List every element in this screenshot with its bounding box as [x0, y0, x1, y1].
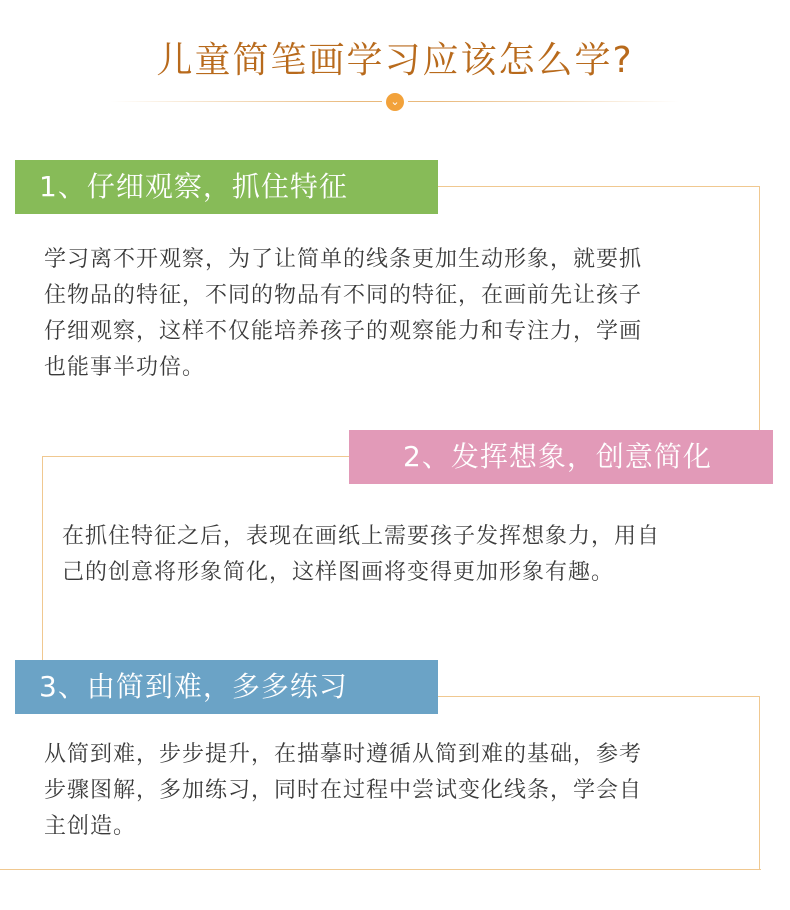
title-divider-right	[408, 101, 680, 102]
section-3-frame-bottom	[0, 869, 761, 870]
text-line: 己的创意将形象简化，这样图画将变得更加形象有趣。	[62, 560, 615, 585]
section-1-heading: 1、仔细观察，抓住特征	[15, 160, 438, 214]
section-2-text	[62, 519, 752, 591]
text-line: 学习离不开观察，为了让简单的线条更加生动形象，就要抓	[44, 247, 643, 272]
text-line: 在抓住特征之后，表现在画纸上需要孩子发挥想象力，用自	[62, 524, 661, 549]
text-line: 也能事半功倍。	[44, 355, 206, 380]
text-line: 主创造。	[44, 814, 137, 839]
section-3-text	[44, 737, 744, 845]
chevron-down-icon: ⌄	[386, 93, 404, 111]
page-title: 儿童简笔画学习应该怎么学?	[156, 40, 634, 81]
text-line: 仔细观察，这样不仅能培养孩子的观察能力和专注力，学画	[44, 319, 643, 344]
section-3-heading: 3、由简到难，多多练习	[15, 660, 438, 714]
text-line: 步骤图解，多加练习，同时在过程中尝试变化线条，学会自	[44, 778, 643, 803]
section-1-text	[44, 242, 744, 386]
text-line: 从简到难，步步提升，在描摹时遵循从简到难的基础，参考	[44, 742, 643, 767]
section-2-heading: 2、发挥想象，创意简化	[349, 430, 773, 484]
section-3-frame-top	[438, 696, 760, 697]
title-divider-left	[110, 101, 382, 102]
text-line: 住物品的特征，不同的物品有不同的特征，在画前先让孩子	[44, 283, 643, 308]
